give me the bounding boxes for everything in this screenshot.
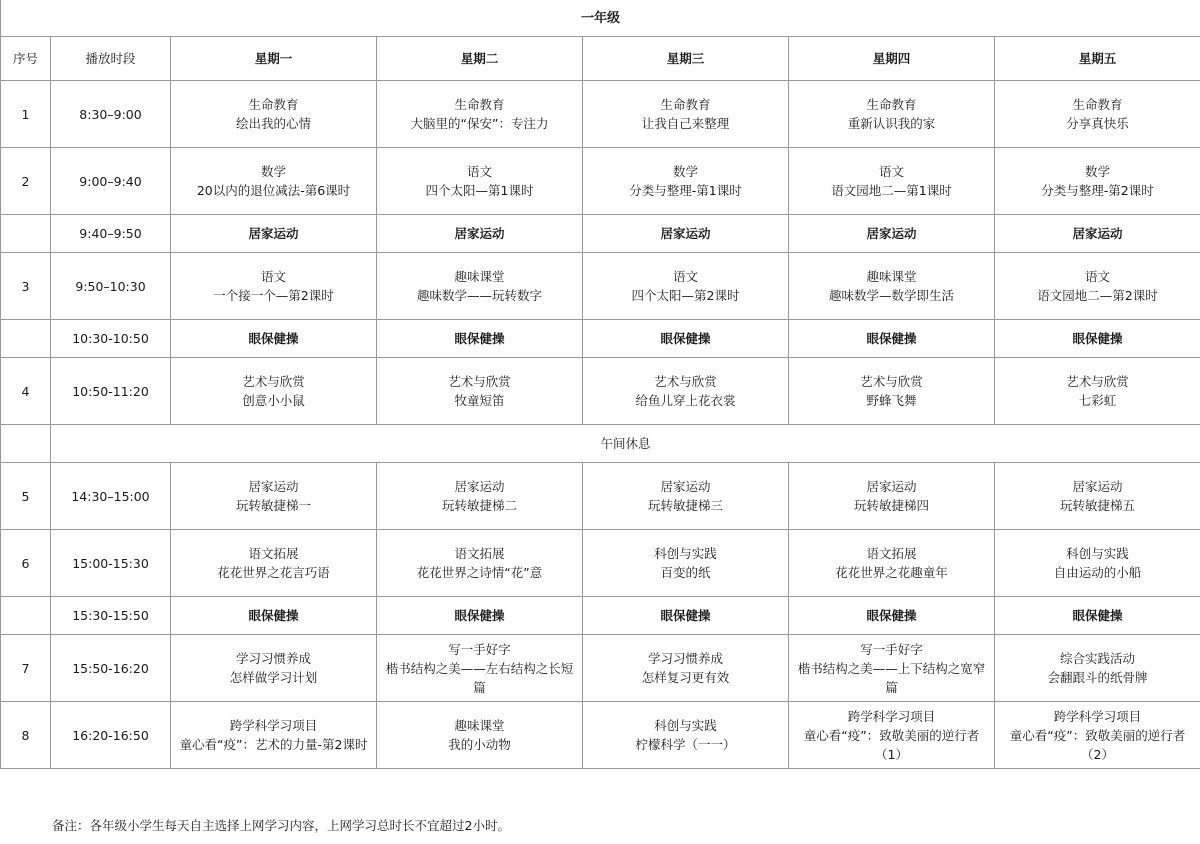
class-monday [171, 81, 377, 148]
topic: 绘出我的心情 [235, 116, 311, 131]
class-friday [995, 463, 1200, 530]
class-tuesday [377, 81, 583, 148]
time-slot: 10:50-11:20 [51, 358, 171, 425]
topic: 大脑里的“保安”：专注力 [410, 116, 549, 131]
topic: 创意小小鼠 [242, 393, 305, 408]
row-index: 4 [1, 358, 51, 425]
lesson-row [1, 81, 1200, 148]
subject: 艺术与欣赏 [654, 374, 717, 389]
title-row [1, 0, 1200, 37]
time-slot: 9:00–9:40 [51, 148, 171, 215]
topic: 20以内的退位减法-第6课时 [196, 183, 351, 198]
class-wednesday [583, 81, 789, 148]
time-slot: 15:50-16:20 [51, 635, 171, 702]
header-time: 播放时段 [51, 37, 171, 81]
topic: 童心看“疫”：致敬美丽的逆行者（2） [1009, 727, 1186, 762]
subject: 艺术与欣赏 [242, 374, 305, 389]
class-friday [995, 148, 1200, 215]
class-friday [995, 253, 1200, 320]
row-index: 7 [1, 635, 51, 702]
topic: 玩转敏捷梯五 [1059, 498, 1135, 513]
class-wednesday [583, 702, 789, 769]
class-monday [171, 463, 377, 530]
activity-tuesday: 眼保健操 [377, 320, 583, 358]
subject: 居家运动 [866, 479, 917, 494]
class-monday [171, 635, 377, 702]
activity-friday: 眼保健操 [995, 320, 1200, 358]
lesson-row [1, 358, 1200, 425]
class-wednesday [583, 463, 789, 530]
class-monday [171, 148, 377, 215]
subject: 科创与实践 [654, 546, 717, 561]
activity-tuesday: 眼保健操 [377, 597, 583, 635]
subject: 科创与实践 [1066, 546, 1129, 561]
subject: 趣味课堂 [454, 269, 505, 284]
subject: 趣味课堂 [454, 718, 505, 733]
footnote: 备注：各年级小学生每天自主选择上网学习内容，上网学习总时长不宜超过2小时。 [52, 818, 510, 833]
topic: 花花世界之花趣童年 [835, 565, 948, 580]
time-slot: 9:40–9:50 [51, 215, 171, 253]
class-thursday [789, 253, 995, 320]
class-friday [995, 635, 1200, 702]
topic: 玩转敏捷梯四 [853, 498, 929, 513]
class-tuesday [377, 358, 583, 425]
subject: 数学 [260, 164, 286, 179]
class-tuesday [377, 702, 583, 769]
subject: 生命教育 [454, 97, 505, 112]
break-row [1, 320, 1200, 358]
class-wednesday [583, 530, 789, 597]
class-wednesday [583, 253, 789, 320]
class-tuesday [377, 530, 583, 597]
class-friday [995, 530, 1200, 597]
activity-wednesday: 居家运动 [583, 215, 789, 253]
topic: 柠檬科学（一一） [635, 737, 736, 752]
subject: 跨学科学习项目 [1053, 708, 1142, 724]
topic: 玩转敏捷梯一 [235, 498, 311, 513]
subject: 跨学科学习项目 [847, 708, 936, 724]
subject: 艺术与欣赏 [1066, 374, 1129, 389]
subject: 科创与实践 [654, 718, 717, 733]
subject: 居家运动 [248, 479, 299, 494]
activity-monday: 居家运动 [171, 215, 377, 253]
activity-friday: 眼保健操 [995, 597, 1200, 635]
header-monday: 星期一 [171, 37, 377, 81]
subject: 综合实践活动 [1059, 651, 1135, 666]
topic: 童心看“疫”：艺术的力量-第2课时 [179, 737, 368, 752]
header-wednesday: 星期三 [583, 37, 789, 81]
class-tuesday [377, 148, 583, 215]
time-slot: 8:30–9:00 [51, 81, 171, 148]
topic: 会翻跟斗的纸骨牌 [1047, 670, 1148, 685]
time-slot: 16:20-16:50 [51, 702, 171, 769]
grade-title: 一年级 [1, 0, 1200, 37]
topic: 牧童短笛 [454, 393, 505, 408]
lesson-row [1, 463, 1200, 530]
header-row [1, 37, 1200, 81]
class-monday [171, 358, 377, 425]
topic: 怎样复习更有效 [641, 670, 730, 685]
class-monday [171, 702, 377, 769]
break-row [1, 215, 1200, 253]
lesson-row [1, 702, 1200, 769]
subject: 生命教育 [1072, 97, 1123, 112]
topic: 楷书结构之美——左右结构之长短篇 [385, 660, 574, 695]
subject: 生命教育 [248, 97, 299, 112]
topic: 一个接一个—第2课时 [213, 288, 334, 303]
subject: 艺术与欣赏 [448, 374, 511, 389]
topic: 分享真快乐 [1066, 116, 1129, 131]
class-monday [171, 530, 377, 597]
class-thursday [789, 463, 995, 530]
class-thursday [789, 358, 995, 425]
time-slot: 14:30–15:00 [51, 463, 171, 530]
subject: 语文 [672, 269, 698, 284]
header-tuesday: 星期二 [377, 37, 583, 81]
topic: 四个太阳—第1课时 [425, 183, 534, 198]
topic: 让我自己来整理 [641, 116, 730, 131]
activity-friday: 居家运动 [995, 215, 1200, 253]
topic: 童心看“疫”：致敬美丽的逆行者（1） [803, 727, 980, 762]
class-tuesday [377, 463, 583, 530]
subject: 写一手好字 [448, 641, 511, 657]
subject: 语文 [878, 164, 904, 179]
subject: 语文拓展 [866, 546, 917, 561]
subject: 语文拓展 [248, 546, 299, 561]
topic: 玩转敏捷梯三 [647, 498, 723, 513]
time-slot: 9:50–10:30 [51, 253, 171, 320]
activity-thursday: 眼保健操 [789, 597, 995, 635]
topic: 给鱼儿穿上花衣裳 [635, 393, 736, 408]
subject: 写一手好字 [860, 641, 923, 657]
activity-thursday: 眼保健操 [789, 320, 995, 358]
topic: 楷书结构之美——上下结构之宽窄篇 [797, 660, 986, 695]
class-wednesday [583, 148, 789, 215]
topic: 四个太阳—第2课时 [631, 288, 740, 303]
class-friday [995, 702, 1200, 769]
subject: 生命教育 [866, 97, 917, 112]
time-slot: 15:30-15:50 [51, 597, 171, 635]
class-thursday [789, 530, 995, 597]
activity-wednesday: 眼保健操 [583, 597, 789, 635]
subject: 学习习惯养成 [647, 651, 723, 666]
subject: 数学 [672, 164, 698, 179]
subject: 居家运动 [1072, 479, 1123, 494]
lesson-row [1, 148, 1200, 215]
topic: 分类与整理-第1课时 [629, 183, 742, 198]
header-friday: 星期五 [995, 37, 1200, 81]
subject: 数学 [1084, 164, 1110, 179]
subject: 语文 [466, 164, 492, 179]
activity-monday: 眼保健操 [171, 597, 377, 635]
class-wednesday [583, 635, 789, 702]
class-friday [995, 358, 1200, 425]
subject: 居家运动 [454, 479, 505, 494]
topic: 花花世界之诗情“花”意 [416, 565, 543, 580]
topic: 花花世界之花言巧语 [217, 565, 330, 580]
class-thursday [789, 635, 995, 702]
class-monday [171, 253, 377, 320]
class-friday [995, 81, 1200, 148]
class-thursday [789, 148, 995, 215]
topic: 自由运动的小船 [1053, 565, 1142, 580]
row-index [1, 215, 51, 253]
class-thursday [789, 702, 995, 769]
topic: 重新认识我的家 [847, 116, 936, 131]
activity-thursday: 居家运动 [789, 215, 995, 253]
subject: 居家运动 [660, 479, 711, 494]
subject: 艺术与欣赏 [860, 374, 923, 389]
topic: 趣味数学—数学即生活 [828, 288, 954, 303]
class-tuesday [377, 253, 583, 320]
header-index: 序号 [1, 37, 51, 81]
topic: 玩转敏捷梯二 [441, 498, 517, 513]
lunch-row [1, 425, 1200, 463]
row-index: 3 [1, 253, 51, 320]
class-tuesday [377, 635, 583, 702]
class-wednesday [583, 358, 789, 425]
row-index [1, 425, 51, 463]
subject: 语文 [260, 269, 286, 284]
break-row [1, 597, 1200, 635]
subject: 语文拓展 [454, 546, 505, 561]
lesson-row [1, 635, 1200, 702]
subject: 跨学科学习项目 [229, 718, 318, 733]
topic: 怎样做学习计划 [229, 670, 318, 685]
row-index: 2 [1, 148, 51, 215]
activity-monday: 眼保健操 [171, 320, 377, 358]
row-index: 5 [1, 463, 51, 530]
topic: 分类与整理-第2课时 [1041, 183, 1154, 198]
time-slot: 15:00-15:30 [51, 530, 171, 597]
time-slot: 10:30-10:50 [51, 320, 171, 358]
row-index: 8 [1, 702, 51, 769]
lunch-label: 午间休息 [51, 425, 1200, 463]
lesson-row [1, 253, 1200, 320]
subject: 趣味课堂 [866, 269, 917, 284]
topic: 百变的纸 [660, 565, 711, 580]
row-index [1, 320, 51, 358]
row-index: 6 [1, 530, 51, 597]
subject: 学习习惯养成 [235, 651, 311, 666]
topic: 语文园地二—第1课时 [831, 183, 952, 198]
activity-tuesday: 居家运动 [377, 215, 583, 253]
header-thursday: 星期四 [789, 37, 995, 81]
subject: 语文 [1084, 269, 1110, 284]
topic: 语文园地二—第2课时 [1037, 288, 1158, 303]
row-index [1, 597, 51, 635]
lesson-row [1, 530, 1200, 597]
class-thursday [789, 81, 995, 148]
topic: 我的小动物 [448, 737, 511, 752]
activity-wednesday: 眼保健操 [583, 320, 789, 358]
topic: 野蜂飞舞 [866, 393, 917, 408]
topic: 七彩虹 [1078, 393, 1117, 408]
topic: 趣味数学——玩转数字 [416, 288, 542, 303]
subject: 生命教育 [660, 97, 711, 112]
row-index: 1 [1, 81, 51, 148]
